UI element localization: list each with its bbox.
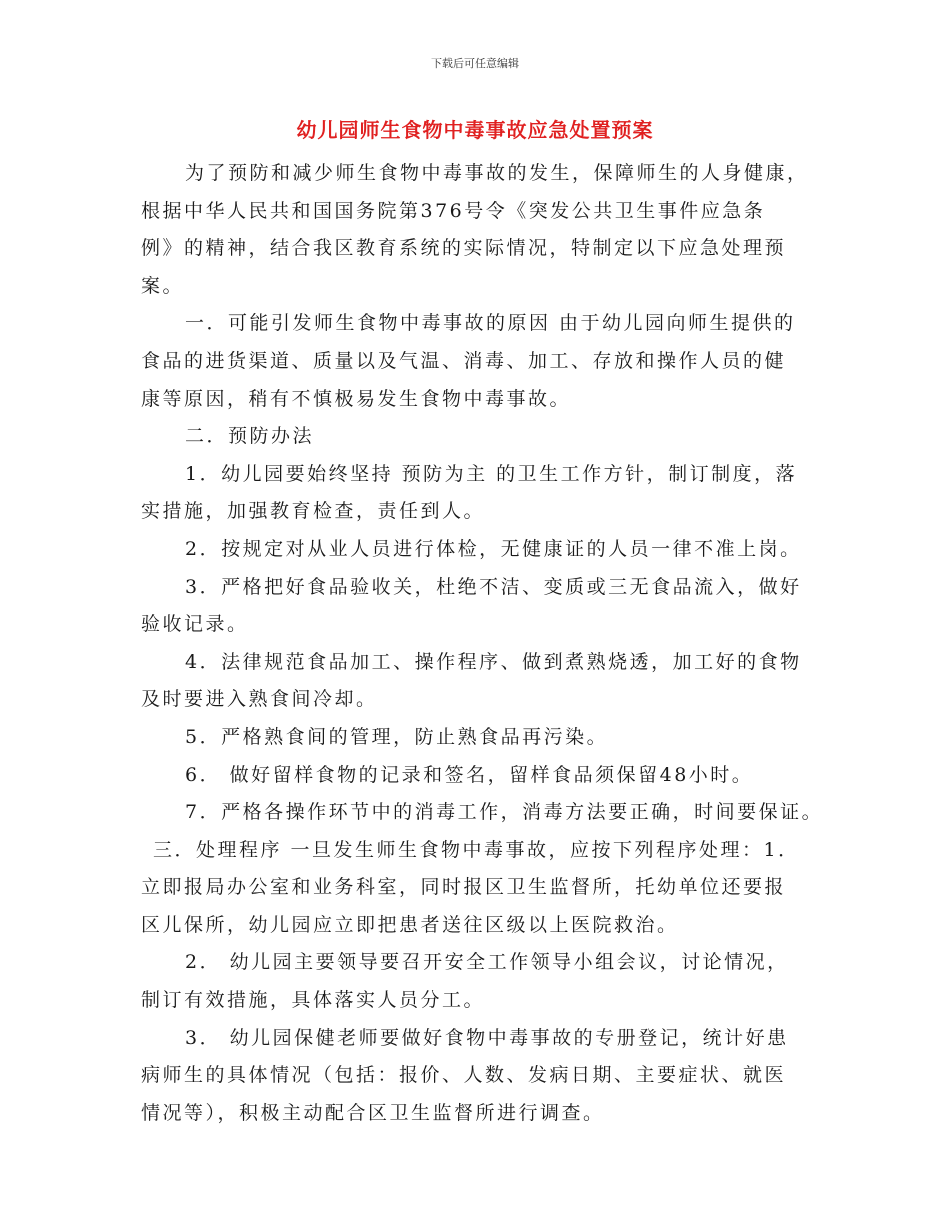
paragraph-line: 情况等），积极主动配合区卫生监督所进行调查。	[141, 1101, 605, 1124]
header-note: 下载后可任意编辑	[431, 57, 519, 70]
paragraph-line: 根据中华人民共和国国务院第376号令《突发公共卫生事件应急条	[141, 199, 766, 222]
paragraph-line: 病师生的具体情况（包括：报价、人数、发病日期、主要症状、就医	[141, 1064, 787, 1087]
paragraph-line: 2．按规定对从业人员进行体检，无健康证的人员一律不准上岗。	[185, 537, 802, 560]
paragraph-line: 例》的精神，结合我区教育系统的实际情况，特制定以下应急处理预	[141, 237, 787, 260]
paragraph-line: 及时要进入熟食间冷却。	[141, 688, 378, 711]
document-body	[141, 155, 824, 1132]
paragraph-line: 为了预防和减少师生食物中毒事故的发生，保障师生的人身健康，	[185, 162, 809, 184]
paragraph-line: 一．可能引发师生食物中毒事故的原因 由于幼儿园向师生提供的	[185, 312, 796, 335]
paragraph-line: 制订有效措施，具体落实人员分工。	[141, 989, 486, 1012]
paragraph-line: 7．严格各操作环节中的消毒工作，消毒方法要正确，时间要保证。	[185, 801, 824, 824]
paragraph-line: 5．严格熟食间的管理，防止熟食品再污染。	[185, 725, 609, 748]
paragraph-line: 3．严格把好食品验收关，杜绝不洁、变质或三无食品流入，做好	[185, 575, 802, 598]
paragraph-line: 6． 做好留样食物的记录和签名，留样食品须保留48小时。	[185, 763, 754, 786]
paragraph-line: 区儿保所，幼儿园应立即把患者送往区级以上医院救治。	[141, 913, 679, 936]
paragraph-line: 验收记录。	[141, 613, 249, 636]
paragraph-line: 三．处理程序 一旦发生师生食物中毒事故，应按下列程序处理：1．	[153, 838, 800, 861]
section-heading: 二．预防办法	[185, 425, 315, 448]
paragraph-line: 1．幼儿园要始终坚持 预防为主 的卫生工作方针，制订制度，落	[185, 462, 798, 485]
paragraph-line: 实措施，加强教育检查，责任到人。	[141, 500, 486, 523]
paragraph-line: 康等原因，稍有不慎极易发生食物中毒事故。	[141, 387, 572, 410]
paragraph-line: 案。	[141, 274, 185, 297]
document-title: 幼儿园师生食物中毒事故应急处置预案	[296, 118, 654, 142]
paragraph-line: 3． 幼儿园保健老师要做好食物中毒事故的专册登记，统计好患	[185, 1026, 789, 1049]
paragraph-line: 立即报局办公室和业务科室，同时报区卫生监督所，托幼单位还要报	[141, 876, 787, 899]
paragraph-line: 食品的进货渠道、质量以及气温、消毒、加工、存放和操作人员的健	[141, 349, 787, 372]
paragraph-line: 2． 幼儿园主要领导要召开安全工作领导小组会议，讨论情况，	[185, 951, 789, 974]
paragraph-line: 4．法律规范食品加工、操作程序、做到煮熟烧透，加工好的食物	[185, 650, 802, 673]
